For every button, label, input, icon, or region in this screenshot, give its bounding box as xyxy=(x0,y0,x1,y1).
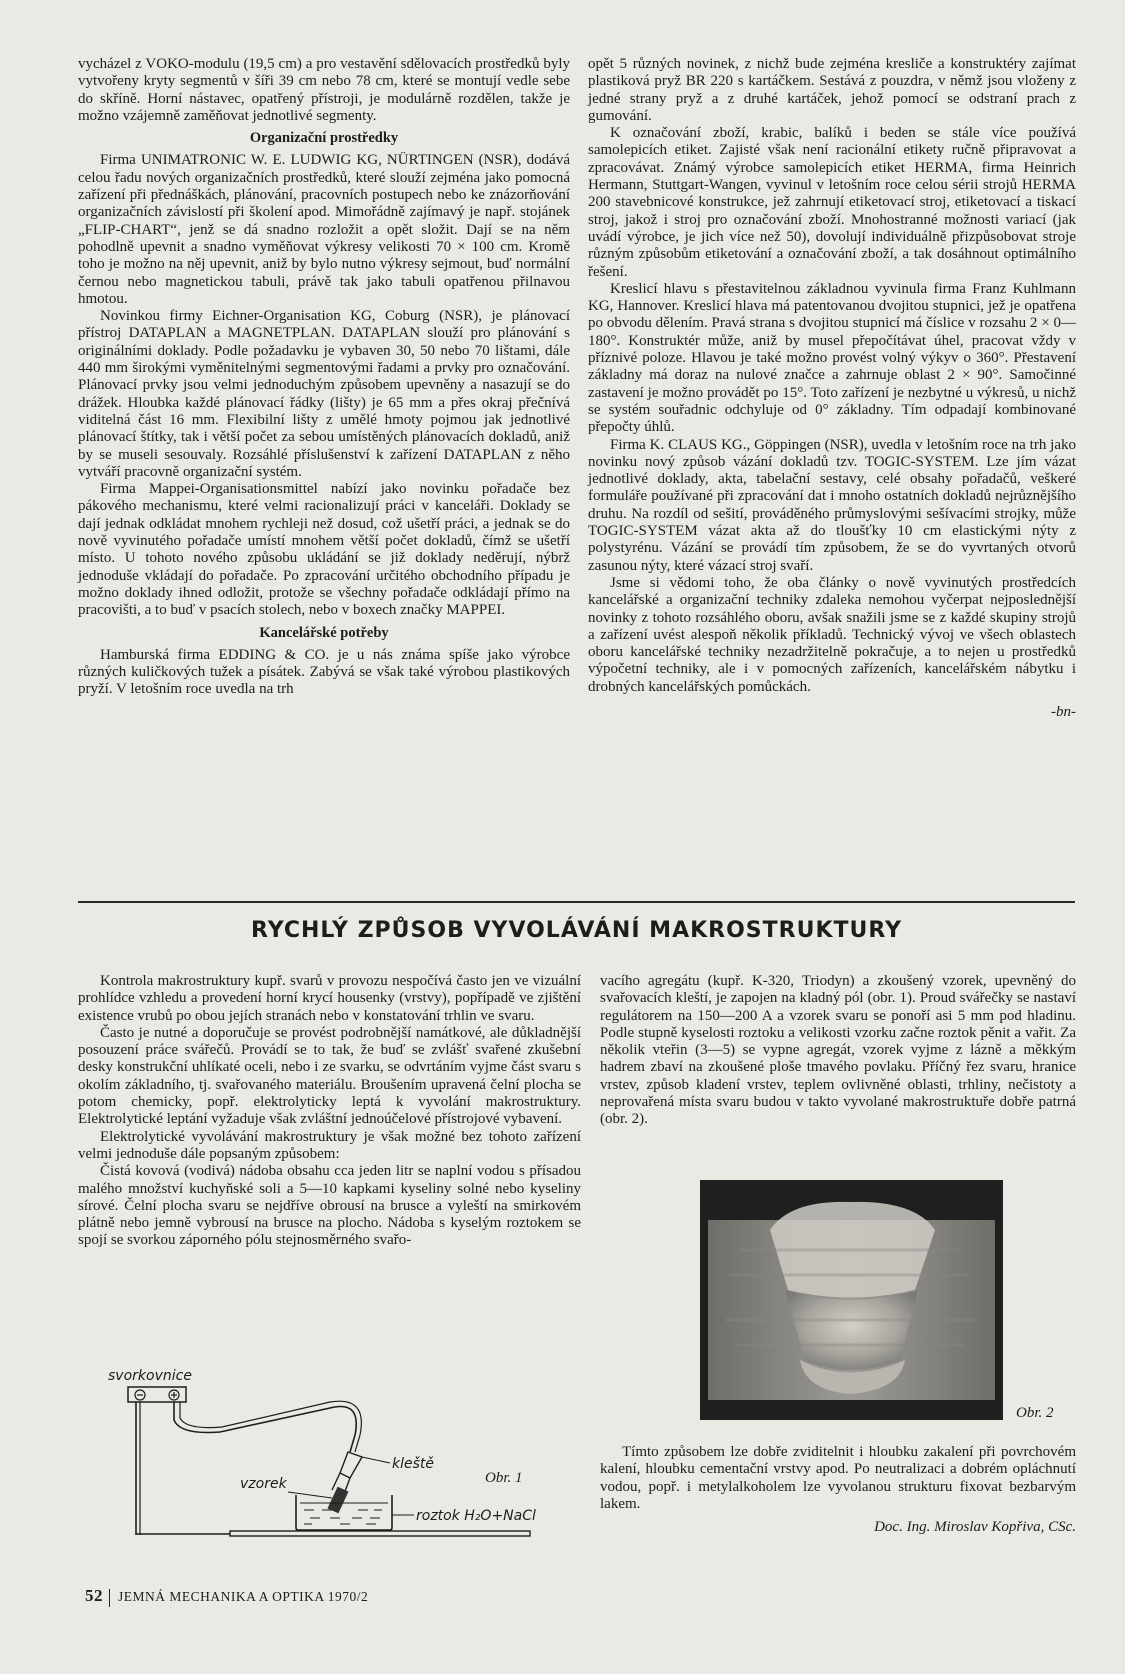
base-plate xyxy=(230,1531,530,1536)
terminal-label: svorkovnice xyxy=(108,1368,192,1384)
paragraph: Firma UNIMATRONIC W. E. LUDWIG KG, NÜRTINGEN (NSR), dodává celou řadu nových organizačních prostředků, které slouží zejména jako pomocná zařízení při přednáškách, plánování, pracovních postupech nebo ke znázorňování organizačních závislostí při školení apod. Mimořádně zajímavý je např. stojánek „FLIP-CHART“, jenž se dá snadno rozložit a opět složit. Dají se na něm pohodlně upevnit a snadno vyměňovat výkresy velikosti 70 × 100 cm. Kromě toho je možno na něj upevnit, aniž by bylo nutno výkresy sejmout, buď normální černou nebo magnetickou tabuli, právě tak jako tabuli opatřenou přilnavou hmotou. xyxy=(78,152,570,307)
welding-clamp xyxy=(340,1452,362,1478)
paragraph: Hamburská firma EDDING & CO. je u nás známa spíše jako výrobce různých kuličkových tužek a písátek. Zabývá se však také výrobou plastikových pryží. V letošním roce uvedla na trh xyxy=(78,646,570,698)
paragraph: Elektrolytické vyvolávání makrostruktury je však možné bez tohoto zařízení velmi jednoduše dále popsaným způsobem: xyxy=(78,1128,581,1162)
clamp-label: kleště xyxy=(392,1456,435,1472)
paragraph: Často je nutné a doporučuje se provést podrobnější namátkové, ale důkladnější posouzení práce svářečů. Provádí se to tak, že buď se zvlášť svařené zkušební desky konstrukční uhlíkaté oceli, nebo i ze svarku, se odvrtáním vyjme část svaru s okolím základního, tj. svařovaného materiálu. Broušením upravená čelní plocha se potom chemicky, popř. elektrolyticky leptá k vyvolání makrostruktury. Elektrolytické leptání vyžaduje však zvláštní jednoúčelové přístrojové vybavení. xyxy=(78,1024,581,1128)
section-divider xyxy=(78,901,1075,903)
paragraph: Kreslicí hlavu s přestavitelnou základnou vyvinula firma Franz Kuhlmann KG, Hannover. Kreslicí hlava má patentovanou dvojitou stupnici, jež je opatřena po obvodu dělením. Pravá strana s dvojitou stupnicí má číslice v rozsahu 2 × 0—180°. Konstruktér může, aniž by musel přepočítávat úhel, pracovat vždy v příznivé poloze. Hlavou je také možno provést volný výkyv o 360°. Přestavení základny má doraz na nulové značce a zahrnuje oblast 2 × 90°. Samočinné zastavení je možno provádět po 15°. Toto zařízení je nezbytné u výkresů, u nichž se systém souřadnic odchyluje od 0° základny. Tím odpadají kombinované přepočty úhlů. xyxy=(588,280,1076,436)
paragraph: Firma Mappei-Organisationsmittel nabízí jako novinku pořadače bez pákového mechanismu, které velmi racionalizují práci v kanceláři. Doklady se dají jednak odkládat mnohem rychleji než dosud, což ušetří práci, a jednak se do nově vyvinutého pořadače umístí mnohem větší počet dokladů, čímž se ušetří místo. U tohoto nového způsobu ukládání se již doklady neděrují, nýbrž jednoduše vkládají do pořadače. Po zpracování určitého obchodního případu je možno doklady ihned odložit, protože se všechny pořadače odkládají přímo na pracovišti, a to buď v psacích stolech, nebo v boxech značky MAPPEI. xyxy=(78,481,570,619)
author-signature: -bn- xyxy=(1051,703,1076,720)
paragraph: K označování zboží, krabic, balíků i beden se stále více používá samolepicích etiket. Zajisté však není racionální etikety ručně připravovat a zpracovávat. Známý výrobce samolepicích etiket HERMA, firma Heinrich Hermann, Stuttgart-Wangen, vyvinul v letošním roce celou sérii strojů HERMA 200 stavebnicové konstrukce, jež zahrnují etiketovací stroj, etiketovací a tiskací stroj, jakož i stroj pro označování zboží. Mnohostranné možnosti variací (jak uvádí výrobce, je jich více než 50), dovolují individuálně přizpůsobovat stroje různým způsobům etiketování a označování zboží, a tak dosáhnout optimálního řešení. xyxy=(588,125,1076,280)
etching-setup-diagram xyxy=(100,1360,580,1540)
footer-divider xyxy=(109,1589,110,1607)
weld-sample xyxy=(327,1487,348,1514)
paragraph: Tímto způsobem lze dobře zviditelnit i hloubku zakalení při povrchovém kalení, hloubku cementační vrstvy apod. Po neutralizaci a dobrém opláchnutí vodou, popř. i metylalkoholem lze vyvolanou strukturu fixovat bezbarvým lakem. xyxy=(600,1444,1076,1512)
figure-1-caption: Obr. 1 xyxy=(485,1470,523,1486)
top-right-column xyxy=(588,56,1076,721)
solution-label: roztok H₂O+NaCl xyxy=(416,1508,536,1524)
article-right-column-continued xyxy=(600,1444,1076,1536)
page-footer xyxy=(85,1586,368,1607)
page-number: 52 xyxy=(85,1586,103,1605)
top-left-column xyxy=(78,56,570,699)
article-right-column xyxy=(600,973,1076,1129)
article-author: Doc. Ing. Miroslav Kopřiva, CSc. xyxy=(874,1519,1076,1536)
paragraph: Kontrola makrostruktury kupř. svarů v provozu nespočívá často jen ve vizuální prohlídce vzhledu a provedení horní krycí housenky (vrstvy), popřípadě ve zjištění existence vrubů po obou jejích stranách nebo v konstatování trhlin ve svaru. xyxy=(78,973,581,1024)
figure-2-caption: Obr. 2 xyxy=(1016,1405,1054,1421)
paragraph: vacího agregátu (kupř. K-320, Triodyn) a zkoušený vzorek, upevněný do svařovacích kleští, je zapojen na kladný pól (obr. 1). Proud svářečky se nastaví regulátorem na 150—200 A a vzorek svaru se ponoří asi 5 mm pod hladinu. Podle stupně kyselosti roztoku a velikosti vzorku začne roztok pěnit a vařit. Za několik vteřin (3—5) se vypne agregát, vzorek vyjme z lázně a měkkým hadrem zbaví na zkoušené ploše tmavého povlaku. Příčný řez svaru, hranice vrstev, způsob kladení vrstev, teplem ovlivněné oblasti, trhliny, nečistoty a neprovařená místa svaru budou v takto vyvolané makrostruktuře dobře patrná (obr. 2). xyxy=(600,973,1076,1128)
weld-macrostructure-photo xyxy=(700,1180,1003,1420)
article-title: RYCHLÝ ZPŮSOB VYVOLÁVÁNÍ MAKROSTRUKTURY xyxy=(250,918,903,943)
article-left-column xyxy=(78,973,581,1250)
paragraph: Firma K. CLAUS KG., Göppingen (NSR), uvedla v letošním roce na trh jako novinku nový způsob vázání dokladů tzv. TOGIC-SYSTEM. Lze jím vázat jednotlivé doklady, akta, tabelační sestavy, celé obsahy pořadačů, veškeré formuláře používané při zpracování dat i mnoho ostatních dokladů nejrůznějšího druhu. Na rozdíl od sešití, prováděného průmyslovými sešívacími strojky, může TOGIC-SYSTEM vázat akta až do tloušťky 10 cm elastickými nýty z polystyrénu. Vázání se provádí tím způsobem, že se do vyvrtaných otvorů zasunou nýty, které vázací stroj svaří. xyxy=(588,436,1076,574)
paragraph: vycházel z VOKO-modulu (19,5 cm) a pro vestavění sdělovacích prostředků byly vytvořeny kryty segmentů v šíři 39 cm nebo 78 cm, které se montují vedle sebe do skříně. Horní nástavec, opatřený přístroji, je modulárně rozdělen, takže je možno vzájemně zaměňovat jednotlivé segmenty. xyxy=(78,56,570,124)
journal-name: JEMNÁ MECHANIKA A OPTIKA 1970/2 xyxy=(118,1589,369,1604)
sample-label: vzorek xyxy=(240,1476,287,1492)
terminal-block xyxy=(128,1387,186,1402)
section-heading: Kancelářské potřeby xyxy=(259,624,389,641)
paragraph: Čistá kovová (vodivá) nádoba obsahu cca jeden litr se naplní vodou s přísadou malého množství kuchyňské soli a 5—10 kapkami kyseliny solné nebo kyseliny sírové. Čelní plocha svaru se nejdříve obrousí na brusce a vyleští na smirkovém plátně nebo jemně vybrousí na brusce na plocho. Nádoba s kyselým roztokem se spojí se svorkou záporného pólu stejnosměrného svařo- xyxy=(78,1163,581,1249)
section-heading: Organizační prostředky xyxy=(249,130,399,147)
paragraph: opět 5 různých novinek, z nichž bude zejména kresliče a konstruktéry zajímat plastiková pryž BR 220 s kartáčkem. Sestává z pouzdra, v němž jsou vloženy z jedné strany pryž a z druhé kartáček, jehož pomocí se odstraní prach z gumování. xyxy=(588,56,1076,124)
paragraph: Novinkou firmy Eichner-Organisation KG, Coburg (NSR), je plánovací přístroj DATAPLAN a MAGNETPLAN. DATAPLAN slouží pro plánování s originálními doklady. Podle požadavku je vybaven 30, 50 nebo 70 lištami, dále 440 mm širokými vyměnitelnými segmentovými řadami a prvky pro označování. Plánovací prvky jsou velmi jednoduchým způsobem upevněny a nasazují se do drážek. Hloubka každé plánovací řádky (lišty) je 65 mm a přes okraj přečnívá viditelná část 16 mm. Flexibilní lišty z umělé hmoty pojmou jak jednotlivé plánovací štítky, tak i větší počet za sebou umístěných plánovacích dokladů, aniž by se museli sesouvaly. Rozsáhlé příslušenství k zařízení DATAPLAN z něho vytváří pracovně organizační systém. xyxy=(78,308,570,480)
paragraph: Jsme si vědomi toho, že oba články o nově vyvinutých prostředcích kancelářské a organizační techniky zdaleka nemohou vyčerpat nejposlednější novinky z tohoto rozsáhlého oboru, avšak snažili jsme se z každé skupiny strojů a zařízení uvést alespoň několik příkladů. Technický vývoj ve všech oblastech oboru kancelářské techniky nezadržitelně pokračuje, a to nejen u prostředků výpočetní techniky, ale i v pomocných zařízeních, kancelářském nábytku i drobných kancelářských pomůckách. xyxy=(588,574,1076,695)
